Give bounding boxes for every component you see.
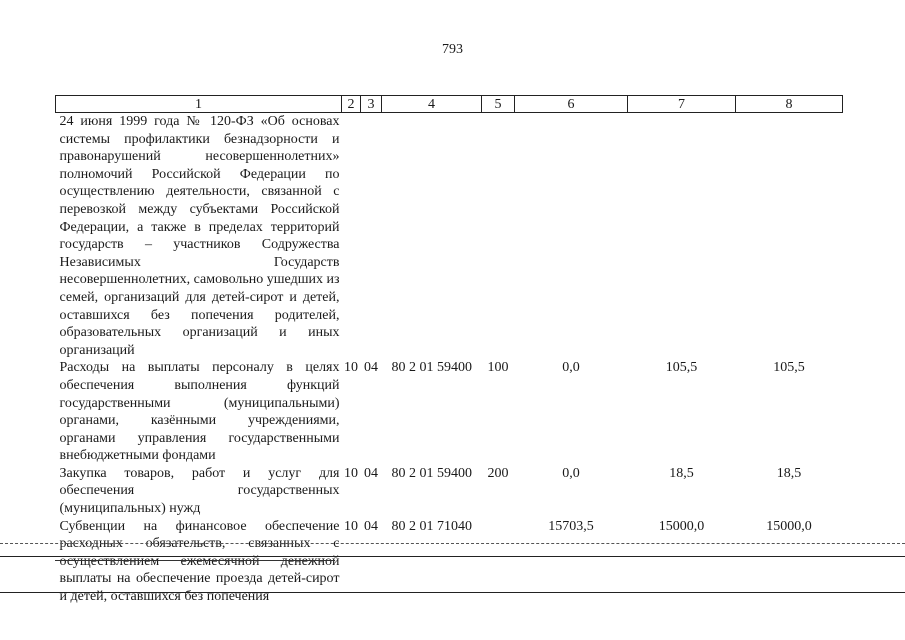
row-value-col7: 18,5	[669, 465, 694, 481]
row-target-code: 80 2 01 71040	[391, 518, 472, 534]
row-section: 10	[344, 360, 358, 376]
row-expense-type: 100	[487, 360, 509, 376]
header-row	[56, 96, 843, 113]
row-section	[342, 113, 361, 360]
strikethrough-line	[55, 560, 335, 561]
row-description: 24 июня 1999 года № 120-ФЗ «Об основах системы профилактики безнадзорности и правонарушений несовершеннолетних» полномочий Российской Федерации по осуществлению деятельности, связанной с перевозкой между субъектами Российской Федерации, а также в пределах территорий государств – участников Содружества Независимых Государств несовершеннолетних, самовольно ушедших из семей, организаций для детей-сирот и детей, оставшихся без попечения родителей, образовательных организаций и иных организаций	[59, 114, 340, 358]
row-target-code: 80 2 01 59400	[391, 465, 472, 481]
table-row	[56, 359, 843, 465]
table-row	[56, 465, 843, 518]
row-expense-type: 200	[487, 465, 509, 481]
row-value-col6: 0,0	[562, 360, 580, 376]
row-value-col8: 105,5	[773, 360, 805, 376]
row-value-col7: 105,5	[665, 360, 698, 376]
header-col-4: 4	[382, 96, 482, 113]
bottom-rule	[0, 592, 905, 593]
row-value-col6: 15703,5	[548, 518, 594, 534]
row-value-col8: 18,5	[776, 465, 802, 481]
table-row	[56, 113, 843, 360]
row-value-col8: 15000,0	[766, 518, 812, 534]
row-section: 10	[344, 465, 358, 481]
row-description: Субвенции на финансовое обеспечение расходных обязательств, связанных с осуществлением ежемесячной денежной выплаты на обеспечение проезда детей-сирот и детей, оставшихся без попечения	[59, 518, 340, 605]
row-value-col7: 15000,0	[658, 518, 705, 534]
row-value-col6	[515, 113, 628, 360]
row-description: Закупка товаров, работ и услуг для обеспечения государственных (муниципальных) нужд	[59, 465, 340, 517]
header-col-3: 3	[361, 96, 382, 113]
row-subsection	[361, 113, 382, 360]
page-number: 793	[442, 42, 463, 57]
header-col-7: 7	[628, 96, 736, 113]
row-subsection: 04	[364, 518, 378, 534]
header-col-6: 6	[515, 96, 628, 113]
header-col-2: 2	[342, 96, 361, 113]
row-value-col6: 0,0	[562, 465, 580, 481]
budget-table	[55, 95, 843, 606]
row-target-code	[382, 113, 482, 360]
row-value-col7	[628, 113, 736, 360]
scan-dashed-line	[0, 543, 905, 544]
header-col-8: 8	[736, 96, 843, 113]
horizontal-rule	[0, 556, 905, 557]
row-expense-type	[482, 113, 515, 360]
row-subsection: 04	[364, 360, 378, 376]
row-section: 10	[344, 518, 358, 534]
row-target-code: 80 2 01 59400	[391, 360, 472, 376]
header-col-5: 5	[482, 96, 515, 113]
header-col-1: 1	[56, 96, 342, 113]
row-value-col8	[736, 113, 843, 360]
row-subsection: 04	[364, 465, 378, 481]
row-description: Расходы на выплаты персоналу в целях обеспечения выполнения функций государственными (муниципальными) органами, казёнными учреждениями, органами управления государственными внебюджетными фондами	[59, 360, 340, 464]
